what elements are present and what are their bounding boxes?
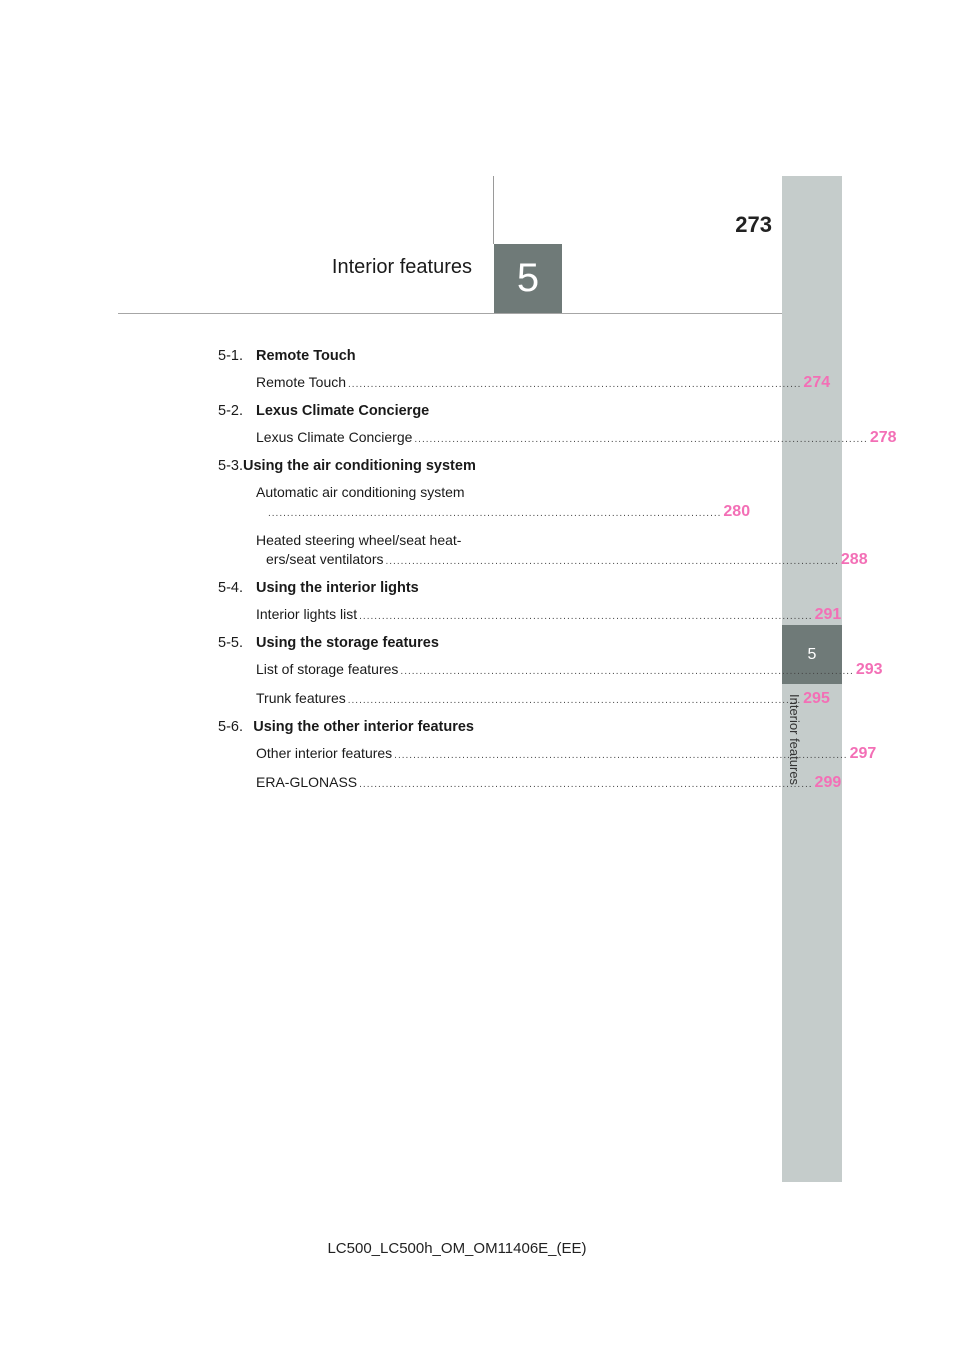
toc-entry-label-continued: ers/seat ventilators xyxy=(266,551,384,567)
toc-section-title: Using the interior lights xyxy=(256,580,419,596)
toc-section-heading xyxy=(218,453,474,479)
toc-section-number: 5-4. xyxy=(218,580,243,596)
footer-document-code xyxy=(0,1240,960,1257)
toc-leader-dots: ........................................................................................................................ xyxy=(414,434,868,445)
toc-section-number: 5-3. xyxy=(218,458,243,474)
toc-leader-dots: ........................................................................................................................ xyxy=(394,750,848,761)
header-rule xyxy=(118,313,782,314)
toc-leader-dots: ........................................................................................................................ xyxy=(359,611,813,622)
toc-section-title: Lexus Climate Concierge xyxy=(256,403,430,419)
toc-entry-label: ERA-GLONASS xyxy=(256,774,358,790)
toc-section-heading xyxy=(218,575,474,601)
side-tab-number[interactable]: 5 xyxy=(782,625,842,684)
toc-entry[interactable] xyxy=(256,424,897,453)
toc-leader-dots: ........................................................................................................................ xyxy=(268,508,722,519)
toc-entry[interactable] xyxy=(256,769,842,798)
toc-section xyxy=(218,398,897,453)
toc-entry-label: List of storage features xyxy=(256,661,399,677)
toc-section-title: Using the air conditioning system xyxy=(243,458,476,474)
toc-entry-page-link[interactable]: 288 xyxy=(840,551,868,568)
toc-entry-label: Trunk features xyxy=(256,690,346,706)
toc-section-title: Using the storage features xyxy=(256,635,439,651)
toc-entry-label: Lexus Climate Concierge xyxy=(256,429,413,445)
toc-entry-page-link[interactable]: 293 xyxy=(855,661,883,678)
toc-section xyxy=(218,575,842,630)
toc-section-heading xyxy=(218,398,474,424)
chapter-divider xyxy=(493,176,494,244)
toc-leader-dots: ........................................................................................................................ xyxy=(385,556,839,567)
toc-entry[interactable] xyxy=(256,740,877,769)
toc-entry-label: Automatic air conditioning system xyxy=(256,484,465,500)
toc-section-number: 5-2. xyxy=(218,403,243,419)
side-tab-label: Interior features xyxy=(787,694,802,786)
toc-leader-dots: ........................................................................................................................ xyxy=(359,779,813,790)
toc-section-number: 5-6. xyxy=(218,719,243,735)
page-number: 273 xyxy=(735,212,772,237)
toc-section-heading xyxy=(218,630,474,656)
toc-section xyxy=(218,630,883,714)
toc-entry-page-link[interactable]: 299 xyxy=(814,774,842,791)
toc-section-number: 5-1. xyxy=(218,348,243,364)
toc-entry-label: Remote Touch xyxy=(256,374,347,390)
toc-section xyxy=(218,343,831,398)
toc-section-title: Using the other interior features xyxy=(253,719,474,735)
toc-entry-page-link[interactable]: 295 xyxy=(803,690,830,707)
toc-entry[interactable] xyxy=(256,479,751,527)
toc-entry-label: Interior lights list xyxy=(256,606,358,622)
toc-section xyxy=(218,453,868,575)
toc-section xyxy=(218,714,877,798)
toc-section-heading xyxy=(218,714,474,740)
toc-section-title: Remote Touch xyxy=(256,348,356,364)
chapter-title: Interior features xyxy=(331,256,472,278)
footer-text: LC500_LC500h_OM_OM11406E_(EE) xyxy=(327,1240,587,1257)
toc-leader-dots: ........................................................................................................................ xyxy=(348,379,802,390)
toc-entry-page-link[interactable]: 278 xyxy=(869,429,897,446)
toc-leader-dots: ........................................................................................................................ xyxy=(400,666,854,677)
toc-entry[interactable] xyxy=(256,527,868,575)
table-of-contents xyxy=(218,343,897,798)
toc-section-number: 5-5. xyxy=(218,635,243,651)
toc-entry-label: Heated steering wheel/seat heat- xyxy=(256,532,462,548)
toc-entry-page-link[interactable]: 297 xyxy=(849,745,877,762)
toc-entry[interactable] xyxy=(256,369,831,398)
toc-entry-page-link[interactable]: 280 xyxy=(723,503,751,520)
toc-entry[interactable] xyxy=(256,601,842,630)
toc-entry-label: Other interior features xyxy=(256,745,393,761)
toc-entry[interactable] xyxy=(256,685,830,714)
toc-entry[interactable] xyxy=(256,656,883,685)
toc-leader-dots: ........................................................................................................................ xyxy=(347,695,802,706)
chapter-number-box: 5 xyxy=(494,244,562,313)
toc-entry-page-link[interactable]: 274 xyxy=(803,374,831,391)
toc-section-heading xyxy=(218,343,474,369)
toc-entry-page-link[interactable]: 291 xyxy=(814,606,842,623)
